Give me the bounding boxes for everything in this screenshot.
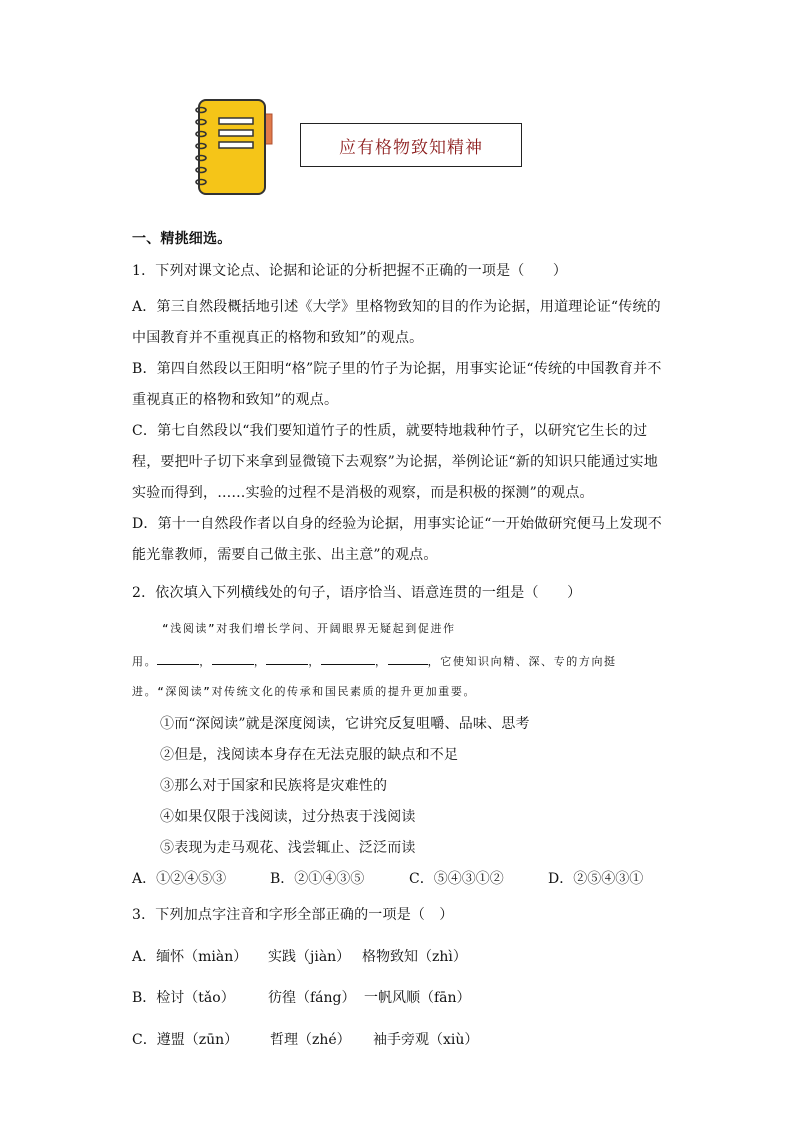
q3-option-a-word2: 实践（jiàn） bbox=[268, 949, 351, 965]
section-heading: 一、精挑细选。 bbox=[132, 231, 232, 247]
q2-passage-line3: 进。“深阅读”对传统文化的传承和国民素质的提升更加重要。 bbox=[132, 685, 477, 698]
blank-3 bbox=[266, 652, 308, 665]
q2-passage-line2: 用。 ， ， ， ， ，它使知识向精、深、专的方向挺 bbox=[132, 652, 617, 669]
q2-sentence-5: ⑤表现为走马观花、浅尝辄止、泛泛而读 bbox=[160, 840, 416, 856]
blank-2 bbox=[212, 652, 254, 665]
q1-option-b-line1: B．第四自然段以王阳明“格”院子里的竹子为论据，用事实论证“传统的中国教育并不 bbox=[132, 361, 662, 377]
q3-option-a-word3: 格物致知（zhì） bbox=[362, 949, 467, 965]
q1-option-c-line1: C．第七自然段以“我们要知道竹子的性质，就要特地栽种竹子，以研究它生长的过 bbox=[132, 423, 648, 439]
q2-option-d: D．②⑤④③① bbox=[548, 871, 644, 887]
q2-option-b: B．②①④③⑤ bbox=[270, 871, 365, 887]
q2-option-a: A．①②④⑤③ bbox=[132, 871, 227, 887]
q3-stem: 3．下列加点字注音和字形全部正确的一项是（ ） bbox=[132, 907, 454, 923]
q1-option-d-line1: D．第十一自然段作者以自身的经验为论据，用事实论证“一开始做研究便马上发现不 bbox=[132, 516, 662, 532]
q1-stem: 1．下列对课文论点、论据和论证的分析把握不正确的一项是（ ） bbox=[132, 263, 568, 279]
q1-option-c-line2: 程，要把叶子切下来拿到显微镜下去观察”为论据，举例论证“新的知识只能通过实地 bbox=[132, 454, 658, 470]
q3-option-c-word2: 哲理（zhé） bbox=[270, 1032, 351, 1048]
q3-option-b-word2: 彷徨（fáng） bbox=[268, 990, 356, 1006]
q2-sentence-2: ②但是，浅阅读本身存在无法克服的缺点和不足 bbox=[160, 747, 459, 763]
blank-1 bbox=[157, 652, 199, 665]
page-title: 应有格物致知精神 bbox=[300, 123, 522, 167]
q2-option-c: C．⑤④③①② bbox=[409, 871, 504, 887]
q3-option-b-word3: 一帆风顺（fān） bbox=[364, 990, 471, 1006]
q1-option-d-line2: 能光靠教师，需要自己做主张、出主意”的观点。 bbox=[132, 547, 438, 563]
q2-passage-line1: “浅阅读”对我们增长学问、开阔眼界无疑起到促进作 bbox=[162, 622, 456, 635]
q3-option-a-word1: A．缅怀（miàn） bbox=[132, 949, 248, 965]
q2-sentence-4: ④如果仅限于浅阅读，过分热衷于浅阅读 bbox=[160, 809, 416, 825]
q2-sentence-3: ③那么对于国家和民族将是灾难性的 bbox=[160, 778, 388, 794]
q2-sentence-1: ①而“深阅读”就是深度阅读，它讲究反复咀嚼、品味、思考 bbox=[160, 716, 530, 732]
q3-option-b-word1: B．检讨（tǎo） bbox=[132, 990, 235, 1006]
q1-option-c-line3: 实验而得到，……实验的过程不是消极的观察，而是积极的探测”的观点。 bbox=[132, 485, 594, 501]
q1-option-a-line2: 中国教育并不重视真正的格物和致知”的观点。 bbox=[132, 330, 424, 346]
q2-stem: 2．依次填入下列横线处的句子，语序恰当、语意连贯的一组是（ ） bbox=[132, 585, 582, 601]
blank-4 bbox=[321, 652, 375, 665]
q1-option-a-line1: A．第三自然段概括地引述《大学》里格物致知的目的作为论据，用道理论证“传统的 bbox=[132, 299, 661, 315]
q1-option-b-line2: 重视真正的格物和致知”的观点。 bbox=[132, 392, 339, 408]
blank-5 bbox=[388, 652, 428, 665]
q3-option-c-word3: 袖手旁观（xiù） bbox=[373, 1032, 479, 1048]
notebook-icon bbox=[193, 98, 277, 196]
q3-option-c-word1: C．遵盟（zūn） bbox=[132, 1032, 239, 1048]
